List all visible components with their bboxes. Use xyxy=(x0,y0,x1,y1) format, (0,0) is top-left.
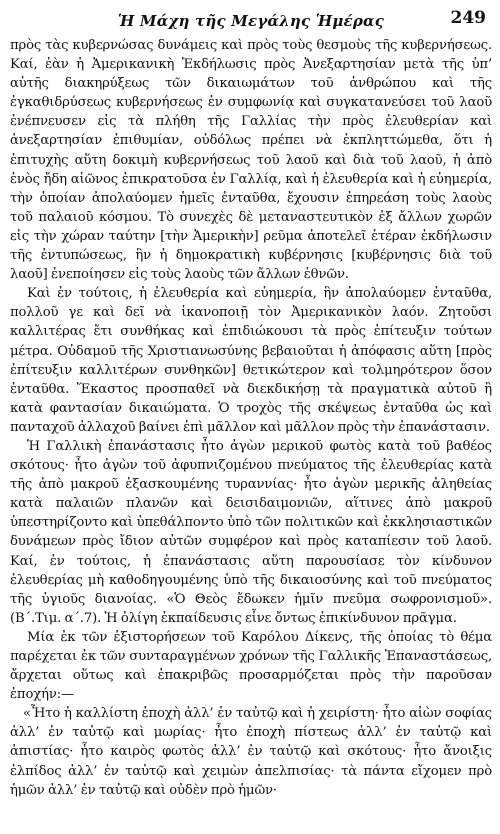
paragraph-dickens-quote: «Ἦτο ἡ καλλίστη ἐποχὴ ἀλλ’ ἐν ταὐτῷ καὶ ἡ χειρίστη· ἦτο αἰὼν σοφίας ἀλλ’ ἐν ταὐτῷ καὶ μωρίας· ἦτο ἐποχὴ πίστεως ἀλλ’ ἐν ταὐτῷ καὶ ἀπιστίας· ἦτο καιρὸς φωτὸς ἀλλ’ ἐν ταὐτῷ καὶ σκότους· ἦτο ἄνοιξις ἐλπίδος ἀλλ’ ἐν ταὐτῷ καὶ χειμὼν ἀπελπισίας· τὰ πάντα εἴχομεν πρὸ ἡμῶν ἀλλ’ ἐν ταὐτῷ καὶ οὐδὲν πρὸ ἡμῶν· xyxy=(10,706,492,798)
paragraph-french-revolution: Ἡ Γαλλικὴ ἐπανάστασις ἦτο ἀγὼν μερικοῦ φωτὸς κατὰ τοῦ βαθέος σκότους· ἦτο ἀγὼν τοῦ ἀφυπνιζομένου πνεύματος τῆς ἐλευθερίας κατὰ τῆς ἀπὸ μακροῦ ἐξασκουμένης τυραννίας· ἦτο ἀγὼν μερικῆς ἀληθείας κατὰ παλαιῶν πλανῶν καὶ δεισιδαιμονιῶν, αἵτινες ἀπὸ μακροῦ ὑπεστηρίζοντο καὶ ὑπεθάλποντο ὑπὸ τῶν πολιτικῶν καὶ ἐκκλησιαστικῶν δυνάμεων πρὸς ἴδιον αὐτῶν συμφέρον καὶ πρὸς καταπίεσιν τοῦ λαοῦ. Καί, ἐν τούτοις, ἡ ἐπανάστασις αὕτη παρουσίασε τὸν κίνδυνον ἐλευθερίας μὴ καθοδηγουμένης ὑπὸ τῆς δικαιοσύνης καὶ τοῦ πνεύματος τῆς ὑγιοῦς διανοίας. «Ὁ Θεὸς ἔδωκεν ἡμῖν πνεῦμα σωφρονισμοῦ». (Β΄.Τιμ. α΄.7). Ἡ ὀλίγη ἐκπαίδευσις εἶνε ὄντως ἐπικίνδυνον πρᾶγμα. xyxy=(10,438,492,626)
paragraph-dickens: Μία ἐκ τῶν ἐξιστορήσεων τοῦ Καρόλου Δίκενς, τῆς ὁποίας τὸ θέμα παρέχεται ἐκ τῶν συνταραγμένων χρόνων τῆς Γαλλικῆς Ἐπαναστάσεως, ἄρχεται οὕτως καὶ ἐπακριβῶς προσαρμόζεται πρὸς τὴν παροῦσαν ἐποχήν:— xyxy=(10,629,492,703)
paragraph-american-liberty: Καὶ ἐν τούτοις, ἡ ἐλευθερία καὶ εὐημερία, ἣν ἀπολαύομεν ἐνταῦθα, πολλοῦ γε καὶ δεῖ νὰ ἱκανοποιῇ τὸν Ἀμερικανικὸν λαόν. Ζητοῦσι καλλιτέρας ἔτι συνθήκας καὶ ἐπιδιώκουσι τὰ πρὸς ἐπίτευξιν τούτων μέτρα. Οὐδαμοῦ τῆς Χριστιανωσύνης βεβαιοῦται ἡ ἀπόφασις αὕτη [πρὸς ἐπίτευξιν καλλιτέρων συνθηκῶν] θετικώτερον καὶ τολμηρότερον ὅσον ἐνταῦθα. Ἕκαστος προσπαθεῖ νὰ διεκδικήσῃ τὰ πραγματικὰ αὐτοῦ ἢ κατὰ φαντασίαν δικαιώματα. Ὁ τροχὸς τῆς σκέψεως ἐνταῦθα ὡς καὶ πανταχοῦ ἀλλαχοῦ βαίνει ἐπὶ μᾶλλον καὶ μᾶλλον πρὸς τὴν ἐπανάστασιν. xyxy=(10,286,492,435)
body-text xyxy=(10,36,492,800)
running-title: Ἡ Μάχη τῆς Μεγάλης Ἡμέρας xyxy=(117,12,385,30)
page-number: 249 xyxy=(450,8,486,28)
paragraph-continuation: πρὸς τὰς κυβερνώσας δυνάμεις καὶ πρὸς τοὺς θεσμοὺς τῆς κυβερνήσεως. Καί, ἐὰν ἡ Ἀμερικανικὴ Ἐκδήλωσις πρὸς Ἀνεξαρτησίαν μετὰ τῆς ὑπ’ αὐτῆς διακηρύξεως τῶν δικαιωμάτων τοῦ ἀνθρώπου καὶ τῆς ἐγκαθιδρύσεως κυβερνήσεως ἐν συμφωνίᾳ καὶ συγκατανεύσει τοῦ λαοῦ ἐνέπνευσεν εἰς τὰ πλήθη τῆς Γαλλίας τὴν πρὸς ἐλευθερίαν καὶ ἀνεξαρτησίαν ἐπιθυμίαν, οὐδόλως πρέπει νὰ ἐκπληττώμεθα, ὅτι ἡ ἐπιτυχὴς αὕτη δοκιμὴ κυβερνήσεως τοῦ λαοῦ καὶ διὰ τοῦ λαοῦ, ἡ ἀπὸ ἑνὸς ἤδη αἰῶνος ἐπικρατοῦσα ἐν Γαλλίᾳ, καὶ ἡ ἐλευθερία καὶ ἡ εὐημερία, τὴν ὁποίαν ἀπολαύομεν ἡμεῖς ἐνταῦθα, ἔχουσιν ἐπηρεάση τοὺς λαοὺς τοῦ παλαιοῦ κόσμου. Τὸ συνεχὲς δὲ μεταναστευτικὸν ἐξ ἄλλων χωρῶν εἰς τὴν χώραν ταύτην [τὴν Ἀμερικὴν] ρεῦμα ἀποτελεῖ ἑτέραν ἐκδήλωσιν τῆς ἐντυπώσεως, ἣν ἡ δημοκρατικὴ κυβέρνησις [κυβέρνησις διὰ τοῦ λαοῦ] ἐνεποίησεν εἰς τοὺς λαοὺς τῶν ἄλλων ἐθνῶν. xyxy=(10,38,492,283)
page-header xyxy=(10,6,492,36)
